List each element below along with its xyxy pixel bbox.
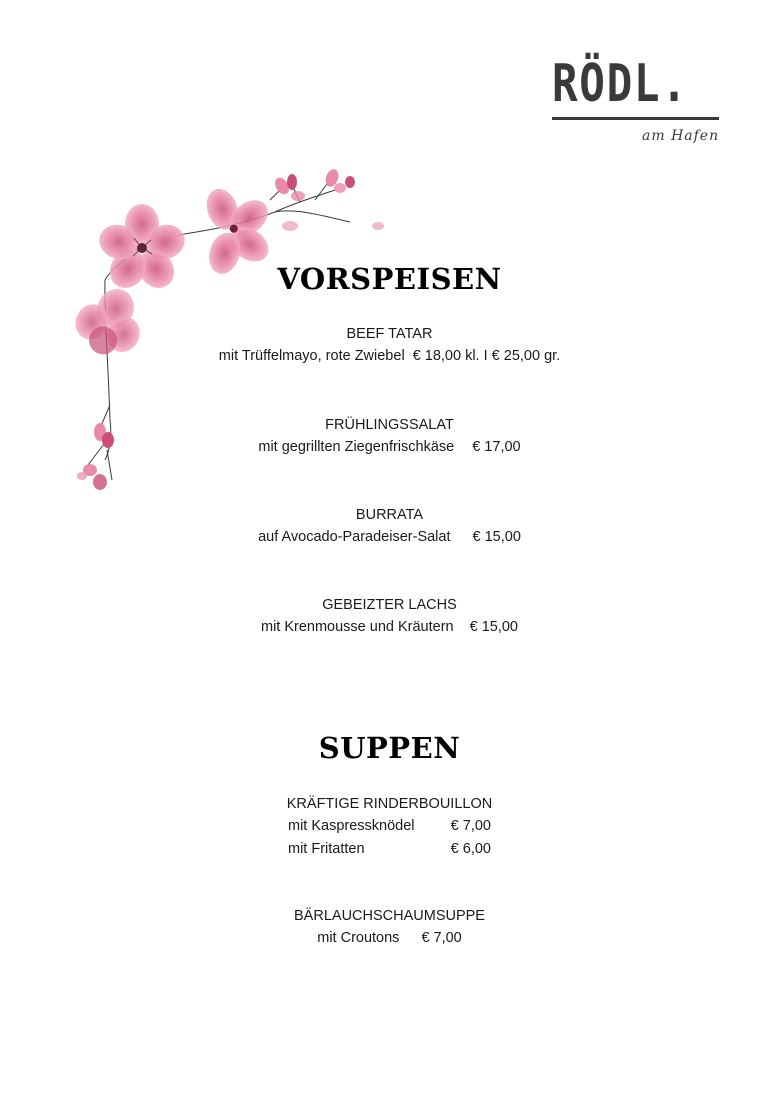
option-price: € 6,00	[450, 841, 491, 857]
item-name: BEEF TATAR	[346, 326, 433, 342]
logo-wordmark: RÖDL.	[552, 54, 689, 114]
item-name: KRÄFTIGE RINDERBOUILLON	[286, 796, 493, 812]
item-name: BURRATA	[355, 507, 424, 523]
menu-option-fritatten	[288, 838, 491, 861]
option-description: mit Kaspressknödel	[288, 818, 415, 834]
item-description: mit Krenmousse und Kräutern	[260, 619, 454, 635]
item-name: BÄRLAUCHSCHAUMSUPPE	[294, 908, 485, 924]
item-price: € 15,00	[469, 619, 518, 635]
item-name: GEBEIZTER LACHS	[322, 597, 457, 613]
section-title-vorspeisen: VORSPEISEN	[277, 262, 502, 296]
item-description: auf Avocado-Paradeiser-Salat	[258, 529, 451, 545]
menu-item-rinderbouillon	[0, 793, 779, 815]
menu-item-gebeizter-lachs	[0, 594, 779, 639]
item-description-line	[0, 927, 779, 950]
menu-item-beef-tatar	[0, 323, 779, 368]
item-price: € 15,00	[472, 529, 521, 545]
menu-item-fruehlingssalat	[0, 414, 779, 459]
option-price: € 7,00	[450, 818, 491, 834]
blossom-buds-icon	[272, 167, 384, 231]
item-description: mit Croutons	[317, 930, 400, 946]
item-description-line	[0, 345, 779, 368]
option-description: mit Fritatten	[288, 841, 365, 857]
item-name: FRÜHLINGSSALAT	[325, 417, 454, 433]
section-title-suppen: SUPPEN	[318, 731, 461, 765]
restaurant-logo	[552, 54, 722, 144]
menu-option-kaspressknoedel	[288, 815, 491, 838]
item-price: € 7,00	[421, 930, 462, 946]
item-price: € 18,00 kl. I € 25,00 gr.	[412, 348, 561, 364]
logo-subtitle: am Hafen	[642, 128, 720, 144]
menu-item-burrata	[0, 504, 779, 549]
item-description: mit gegrillten Ziegenfrischkäse	[258, 439, 455, 455]
item-description-line	[0, 616, 779, 639]
menu-item-baerlauchschaumsuppe	[0, 905, 779, 950]
item-description-line	[0, 436, 779, 459]
item-description: mit Trüffelmayo, rote Zwiebel	[218, 348, 405, 364]
logo-underline	[552, 117, 719, 120]
item-description-line	[0, 526, 779, 549]
item-price: € 17,00	[472, 439, 521, 455]
